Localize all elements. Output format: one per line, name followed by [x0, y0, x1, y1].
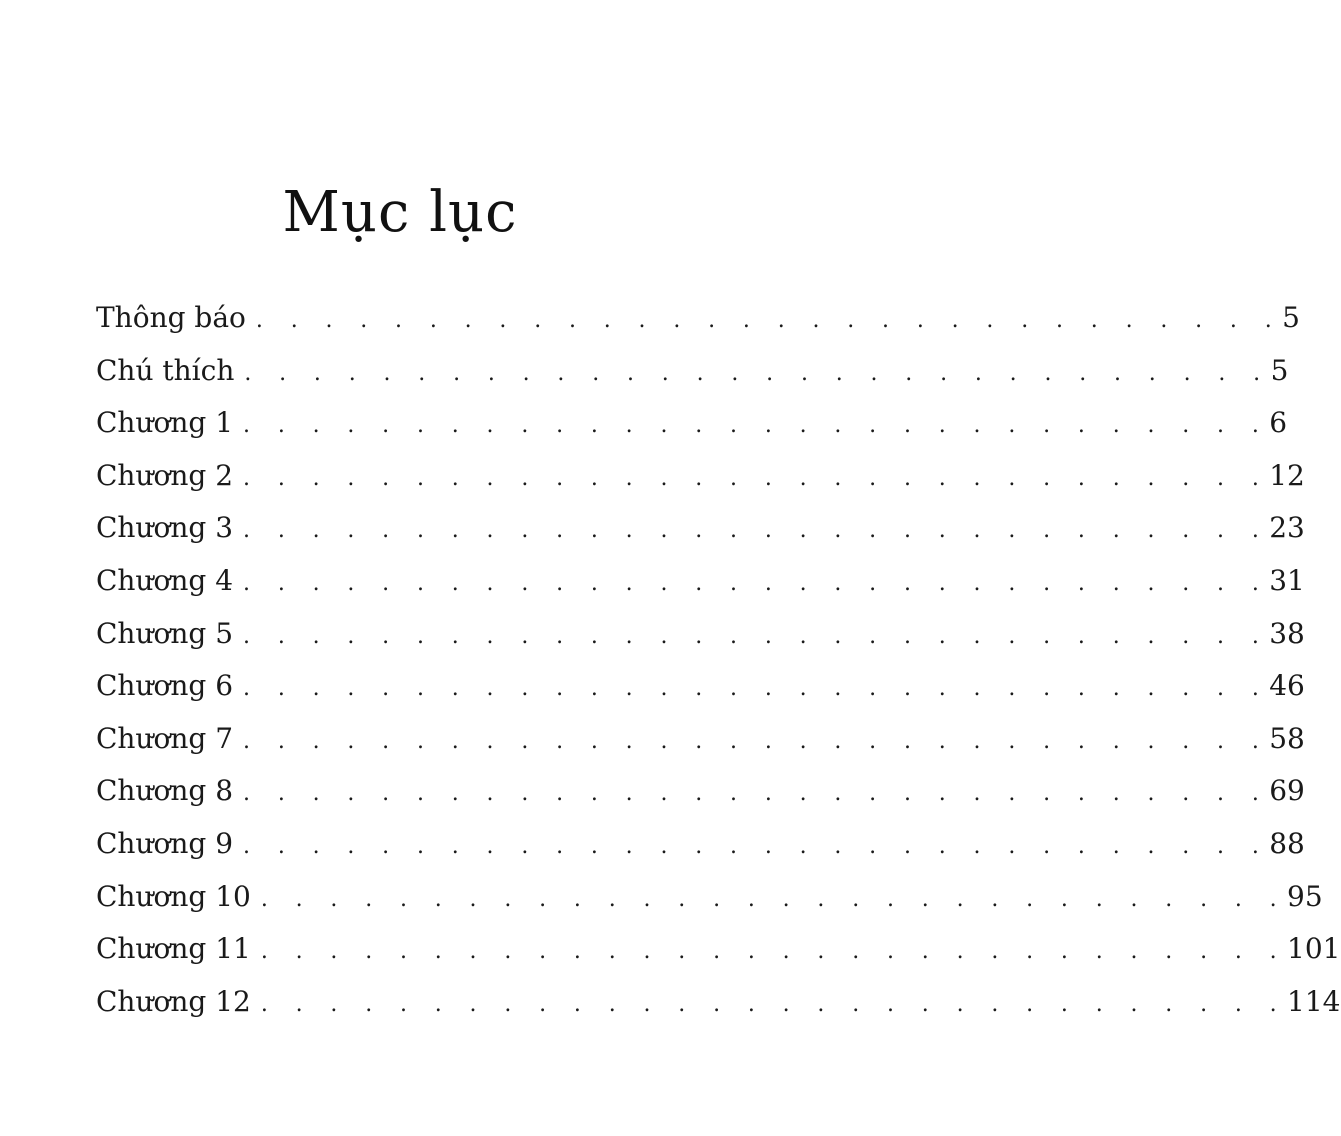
toc-entry-page: 23	[1269, 511, 1305, 545]
toc-entry	[96, 555, 1305, 608]
toc-entry-page: 58	[1269, 721, 1305, 755]
toc-entry	[96, 871, 1323, 924]
toc-entry	[96, 450, 1305, 503]
toc-entry-page: 46	[1269, 669, 1305, 703]
toc-entry-label: Chương 4	[96, 563, 234, 597]
toc-leader-dots: . . . . . . . . . . . . . . . . . . . . . . . . . . . . . .	[243, 465, 1270, 491]
toc-entry-label: Chương 7	[96, 721, 234, 755]
toc-entry	[96, 660, 1305, 713]
toc-entry-label: Chương 12	[96, 984, 251, 1018]
toc-entry-page: 69	[1269, 774, 1305, 808]
toc-entry	[96, 502, 1305, 555]
toc-entry-label: Chương 3	[96, 511, 234, 545]
toc-leader-dots: . . . . . . . . . . . . . . . . . . . . . . . . . . . . . .	[243, 676, 1270, 702]
toc-leader-dots: . . . . . . . . . . . . . . . . . . . . . . . . . . . . . .	[243, 833, 1270, 859]
toc-entry-page: 12	[1269, 458, 1305, 492]
toc-entry	[96, 397, 1288, 450]
toc-entry-page: 31	[1269, 563, 1305, 597]
table-of-contents	[96, 292, 1341, 1028]
toc-entry-page: 95	[1287, 879, 1323, 913]
toc-entry	[96, 818, 1305, 871]
toc-entry-label: Chương 5	[96, 616, 234, 650]
toc-entry	[96, 765, 1305, 818]
toc-entry-label: Chương 2	[96, 458, 234, 492]
toc-entry	[96, 345, 1289, 398]
toc-entry-label: Thông báo	[96, 301, 246, 334]
toc-entry-page: 5	[1270, 353, 1289, 387]
toc-leader-dots: . . . . . . . . . . . . . . . . . . . . . . . . . . . . . .	[243, 518, 1270, 544]
toc-entry-label: Chương 11	[96, 932, 251, 966]
toc-leader-dots: . . . . . . . . . . . . . . . . . . . . . . . . . . . . . .	[244, 360, 1271, 386]
toc-entry-page: 6	[1269, 406, 1288, 440]
toc-leader-dots: . . . . . . . . . . . . . . . . . . . . . . . . . . . . . .	[260, 886, 1288, 912]
toc-entry-label: Chương 9	[96, 826, 234, 860]
toc-leader-dots: . . . . . . . . . . . . . . . . . . . . . . . . . . . . . .	[255, 308, 1283, 333]
toc-entry	[96, 713, 1305, 766]
toc-entry	[96, 608, 1305, 661]
toc-entry	[96, 976, 1341, 1029]
toc-leader-dots: . . . . . . . . . . . . . . . . . . . . . . . . . . . . . .	[243, 623, 1270, 649]
toc-leader-dots: . . . . . . . . . . . . . . . . . . . . . . . . . . . . . .	[243, 781, 1270, 807]
toc-leader-dots: . . . . . . . . . . . . . . . . . . . . . . . . . . . . . .	[243, 728, 1270, 754]
toc-entry-label: Chương 1	[96, 406, 234, 440]
page-title: Mục lục	[282, 180, 518, 245]
toc-leader-dots: . . . . . . . . . . . . . . . . . . . . . . . . . . . . . .	[260, 991, 1288, 1017]
toc-entry-page: 101	[1287, 932, 1341, 966]
toc-entry-label: Chương 6	[96, 669, 234, 703]
toc-leader-dots: . . . . . . . . . . . . . . . . . . . . . . . . . . . . . .	[243, 570, 1270, 596]
toc-entry	[96, 923, 1341, 976]
toc-entry-label: Chương 10	[96, 879, 251, 913]
toc-leader-dots: . . . . . . . . . . . . . . . . . . . . . . . . . . . . . .	[260, 939, 1288, 965]
toc-entry-page: 38	[1269, 616, 1305, 650]
toc-entry-label: Chú thích	[96, 353, 235, 387]
toc-leader-dots: . . . . . . . . . . . . . . . . . . . . . . . . . . . . . .	[243, 413, 1270, 439]
toc-entry-page: 88	[1269, 826, 1305, 860]
toc-entry-label: Chương 8	[96, 774, 234, 808]
toc-entry	[96, 292, 1300, 345]
toc-entry-page: 114	[1287, 984, 1341, 1018]
toc-entry-page: 5	[1282, 301, 1300, 334]
